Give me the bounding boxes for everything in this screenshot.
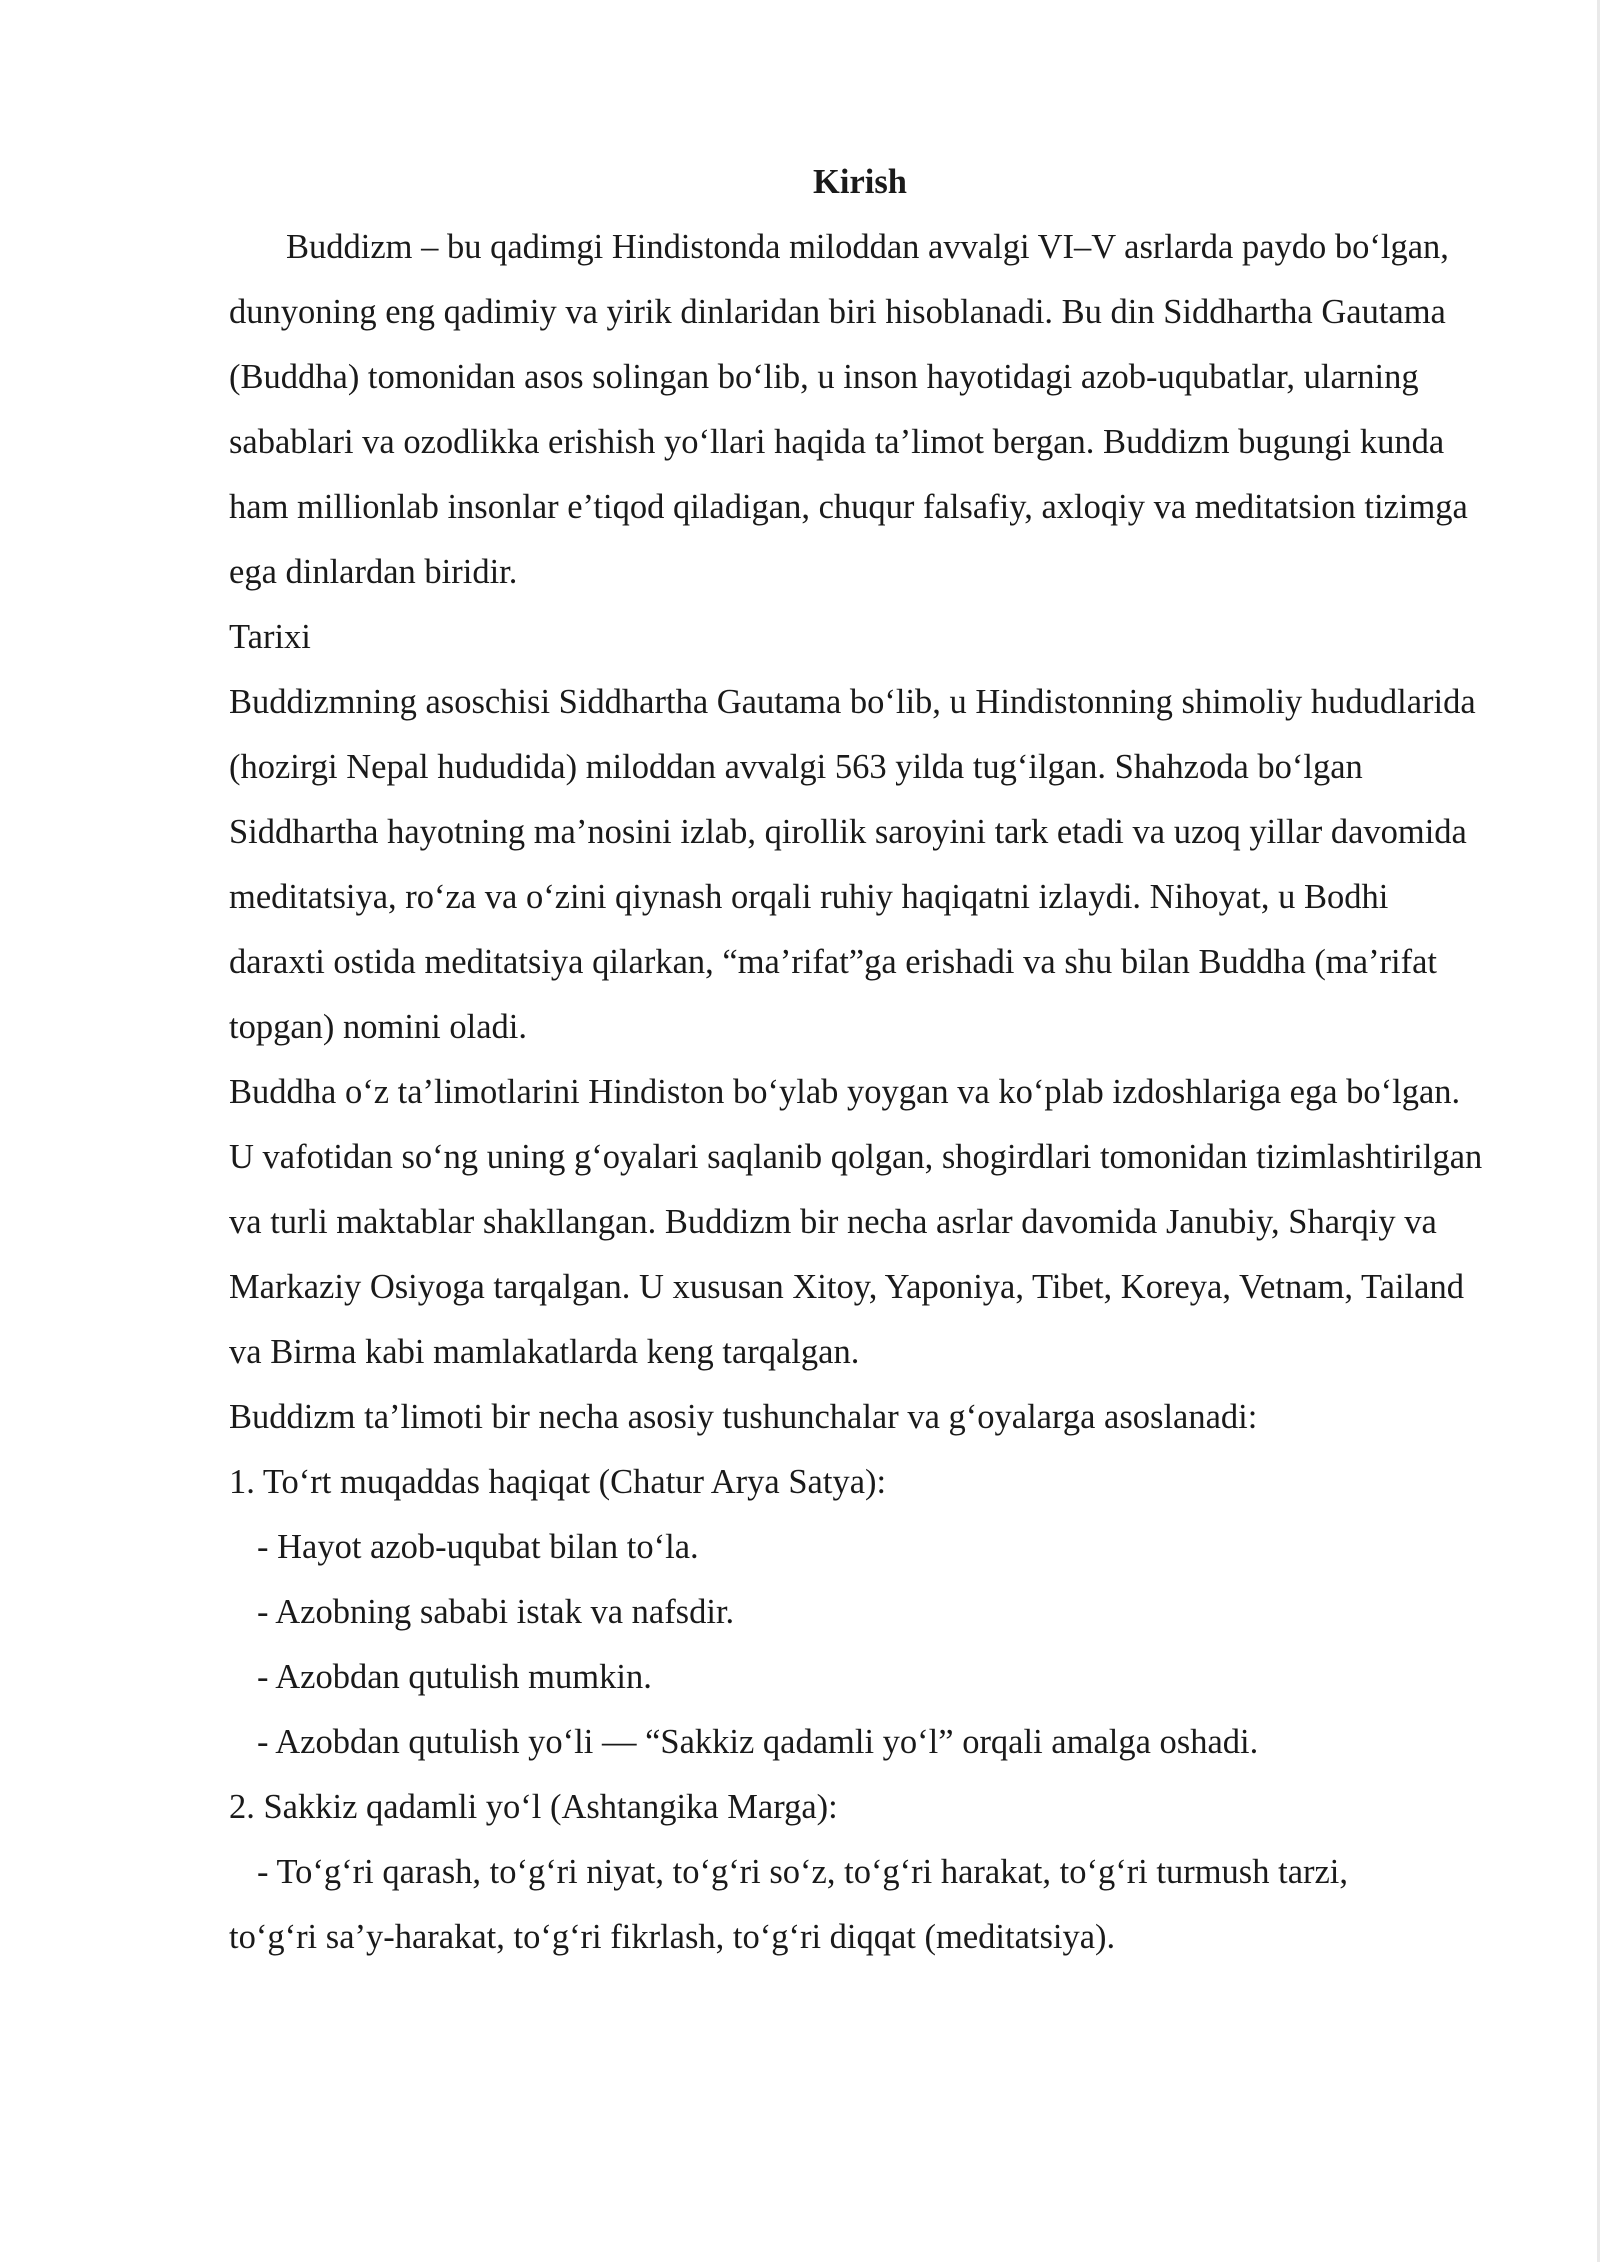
list-bullet: - Azobdan qutulish mumkin.: [257, 1658, 652, 1696]
list-item-heading-2: 2. Sakkiz qadamli yo‘l (Ashtangika Marga):: [229, 1788, 838, 1826]
teaching-intro: Buddizm ta’limoti bir necha asosiy tushunchalar va g‘oyalarga asoslanadi:: [229, 1398, 1258, 1436]
history-paragraph-1: Buddizmning asoschisi Siddhartha Gautama bo‘lib, u Hindistonning shimoliy hududlarida (hozirgi Nepal hududida) miloddan avvalgi 563 yilda tug‘ilgan. Shahzoda bo‘lgan Siddhartha hayotning ma’nosini izlab, qirollik saroyini tark etadi va uzoq yillar davomida meditatsiya, ro‘za va o‘zini qiynash orqali ruhiy haqiqatni izlaydi. Nihoyat, u Bodhi daraxti ostida meditatsiya qilarkan, “ma’rifat”ga erishadi va shu bilan Buddha (ma’rifat topgan) nomini oladi.: [229, 683, 1476, 1046]
list-item-heading-1: 1. To‘rt muqaddas haqiqat (Chatur Arya Satya):: [229, 1463, 887, 1501]
list-bullet: - Azobdan qutulish yo‘li — “Sakkiz qadamli yo‘l” orqali amalga oshadi.: [257, 1723, 1259, 1761]
history-heading: Tarixi: [229, 618, 311, 656]
list-bullet-line-2: to‘g‘ri sa’y-harakat, to‘g‘ri fikrlash, to‘g‘ri diqqat (meditatsiya).: [229, 1918, 1116, 1956]
list-bullet: - Hayot azob-uqubat bilan to‘la.: [257, 1528, 699, 1566]
list-bullet: - Azobning sababi istak va nafsdir.: [257, 1593, 735, 1631]
history-paragraph-2: Buddha o‘z ta’limotlarini Hindiston bo‘ylab yoygan va ko‘plab izdoshlariga ega bo‘lgan. U vafotidan so‘ng uning g‘oyalari saqlanib qolgan, shogirdlari tomonidan tizimlashtirilgan va turli maktablar shakllangan. Buddizm bir necha asrlar davomida Janubiy, Sharqiy va Markaziy Osiyoga tarqalgan. U xususan Xitoy, Yaponiya, Tibet, Koreya, Vetnam, Tailand va Birma kabi mamlakatlarda keng tarqalgan.: [229, 1073, 1483, 1371]
intro-paragraph: Buddizm – bu qadimgi Hindistonda miloddan avvalgi VI–V asrlarda paydo bo‘lgan, dunyoning eng qadimiy va yirik dinlaridan biri hisoblanadi. Bu din Siddhartha Gautama (Buddha) tomonidan asos solingan bo‘lib, u inson hayotidagi azob-uqubatlar, ularning sabablari va ozodlikka erishish yo‘llari haqida ta’limot bergan. Buddizm bugungi kunda ham millionlab insonlar e’tiqod qiladigan, chuqur falsafiy, axloqiy va meditatsion tizimga ega dinlardan biridir.: [229, 228, 1468, 591]
document-title: Kirish: [813, 163, 907, 201]
document-body: [229, 150, 1491, 1970]
list-bullet-line-1: - To‘g‘ri qarash, to‘g‘ri niyat, to‘g‘ri so‘z, to‘g‘ri harakat, to‘g‘ri turmush tarzi,: [257, 1853, 1349, 1891]
